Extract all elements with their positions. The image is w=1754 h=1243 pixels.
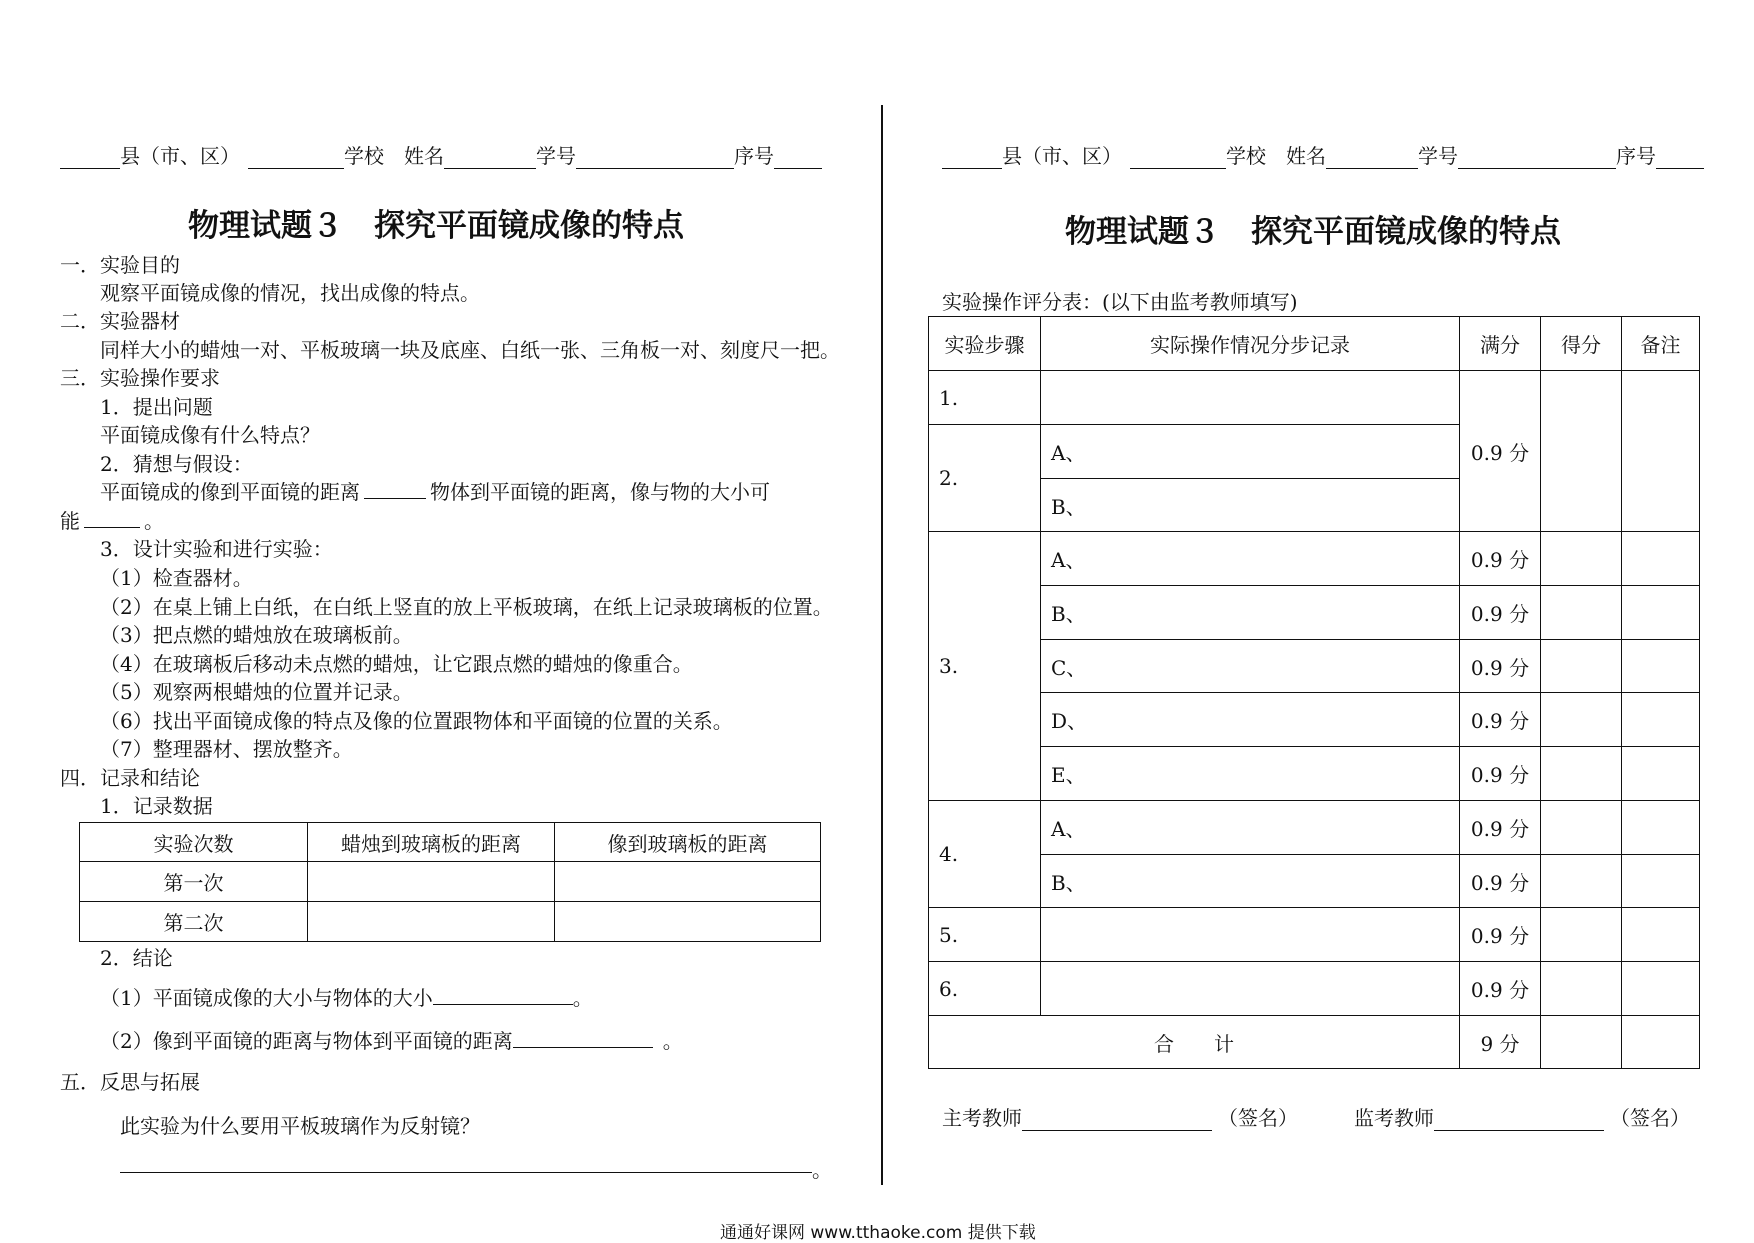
score-header-record: 实际操作情况分步记录 [1041, 317, 1460, 371]
conclusion-2-end: 。 [662, 1029, 683, 1053]
remark-cell[interactable] [1622, 962, 1700, 1016]
total-full-score: 9 分 [1460, 1016, 1541, 1069]
county-label: 县（市、区） [120, 144, 240, 168]
record-cell[interactable]: E、 [1041, 747, 1460, 801]
section-4-1-title: 1．记录数据 [100, 794, 213, 818]
record-cell[interactable]: C、 [1041, 640, 1460, 693]
section-3-3-title: 3．设计实验和进行实验： [100, 537, 333, 561]
score-cell[interactable] [1541, 747, 1622, 801]
school-label: 学校 [344, 144, 384, 168]
full-score-cell: 0.9 分 [1460, 962, 1541, 1016]
signature-row [942, 1102, 1690, 1131]
data-cell[interactable] [555, 862, 821, 902]
score-cell[interactable] [1541, 586, 1622, 640]
seq-no-blank[interactable] [774, 148, 822, 169]
data-row-label: 第二次 [80, 902, 308, 942]
step-3: （3）把点燃的蜡烛放在玻璃板前。 [100, 623, 413, 647]
seq-no-label: 序号 [734, 144, 774, 168]
step-label-3: 3. [929, 532, 1041, 801]
score-cell[interactable] [1541, 801, 1622, 855]
step-7: （7）整理器材、摆放整齐。 [100, 737, 353, 761]
reflection-end: 。 [812, 1158, 832, 1182]
county-label-right: 县（市、区） [1002, 144, 1122, 168]
chief-examiner-label: 主考教师 [942, 1106, 1022, 1130]
full-score-cell: 0.9 分 [1460, 371, 1541, 532]
invigilator-sign-label: （签名） [1610, 1106, 1690, 1130]
name-blank-right[interactable] [1326, 148, 1418, 169]
record-cell[interactable]: A、 [1041, 425, 1460, 479]
total-score-cell[interactable] [1541, 1016, 1622, 1069]
full-score-cell: 0.9 分 [1460, 747, 1541, 801]
full-score-cell: 0.9 分 [1460, 908, 1541, 962]
conclusion-1 [100, 984, 593, 1012]
section-3-1-text: 平面镜成像有什么特点？ [100, 423, 320, 447]
data-cell[interactable] [308, 862, 555, 902]
step-6: （6）找出平面镜成像的特点及像的位置跟物体和平面镜的位置的关系。 [100, 709, 733, 733]
remark-cell[interactable] [1622, 908, 1700, 962]
student-no-blank-right[interactable] [1458, 148, 1616, 169]
section-2-text: 同样大小的蜡烛一对、平板玻璃一块及底座、白纸一张、三角板一对、刻度尺一把。 [100, 338, 840, 362]
seq-no-label-right: 序号 [1616, 144, 1656, 168]
step-4: （4）在玻璃板后移动未点燃的蜡烛，让它跟点燃的蜡烛的像重合。 [100, 652, 693, 676]
chief-sign-label: （签名） [1218, 1106, 1298, 1130]
right-header [942, 140, 1704, 169]
score-cell[interactable] [1541, 371, 1622, 532]
invigilator-label: 监考教师 [1354, 1106, 1434, 1130]
hypothesis-text-a: 平面镜成的像到平面镜的距离 [100, 480, 360, 504]
data-header-trial: 实验次数 [80, 823, 308, 862]
conclusion-2 [100, 1027, 683, 1055]
step-label-6: 6. [929, 962, 1041, 1016]
remark-cell[interactable] [1622, 801, 1700, 855]
full-score-cell: 0.9 分 [1460, 586, 1541, 640]
name-label: 姓名 [404, 144, 444, 168]
score-cell[interactable] [1541, 962, 1622, 1016]
score-header-got: 得分 [1541, 317, 1622, 371]
school-label-right: 学校 [1226, 144, 1266, 168]
seq-no-blank-right[interactable] [1656, 148, 1704, 169]
total-remark-cell[interactable] [1622, 1016, 1700, 1069]
total-label: 合 计 [929, 1016, 1460, 1069]
reflection-answer-line[interactable] [120, 1172, 812, 1173]
remark-cell[interactable] [1622, 747, 1700, 801]
student-no-label-right: 学号 [1418, 144, 1458, 168]
full-score-cell: 0.9 分 [1460, 855, 1541, 908]
full-score-cell: 0.9 分 [1460, 801, 1541, 855]
record-data-table [79, 822, 821, 942]
remark-cell[interactable] [1622, 371, 1700, 532]
score-cell[interactable] [1541, 855, 1622, 908]
data-header-candle-distance: 蜡烛到玻璃板的距离 [308, 823, 555, 862]
data-row-label: 第一次 [80, 862, 308, 902]
hypothesis-text-d: 。 [144, 509, 164, 533]
section-3-2-title: 2．猜想与假设： [100, 452, 253, 476]
hypothesis-text-b: 物体到平面镜的距离，像与物的大小可 [430, 480, 770, 504]
record-cell[interactable]: B、 [1041, 479, 1460, 532]
footer-credit: 通通好课网 www.tthaoke.com 提供下载 [720, 1223, 1036, 1243]
record-cell[interactable]: A、 [1041, 532, 1460, 586]
school-blank[interactable] [248, 148, 344, 169]
section-5-title: 五．反思与拓展 [60, 1070, 200, 1094]
name-label-right: 姓名 [1286, 144, 1326, 168]
invigilator-signature[interactable] [1434, 1110, 1604, 1131]
school-blank-right[interactable] [1130, 148, 1226, 169]
record-cell[interactable]: A、 [1041, 801, 1460, 855]
chief-examiner-signature[interactable] [1022, 1110, 1212, 1131]
step-label-1: 1. [929, 371, 1041, 425]
section-4-2-title: 2．结论 [100, 946, 173, 970]
score-cell[interactable] [1541, 640, 1622, 693]
page-divider [881, 105, 883, 1185]
step-2: （2）在桌上铺上白纸，在白纸上竖直的放上平板玻璃，在纸上记录玻璃板的位置。 [100, 595, 833, 619]
conclusion-1-text: （1）平面镜成像的大小与物体的大小 [100, 986, 433, 1010]
section-1-title: 一．实验目的 [60, 253, 180, 277]
data-header-image-distance: 像到玻璃板的距离 [555, 823, 821, 862]
conclusion-1-end: 。 [572, 986, 593, 1010]
full-score-cell: 0.9 分 [1460, 532, 1541, 586]
score-cell[interactable] [1541, 693, 1622, 747]
hypothesis-blank-2[interactable] [84, 507, 140, 528]
full-score-cell: 0.9 分 [1460, 640, 1541, 693]
student-no-label: 学号 [536, 144, 576, 168]
section-4-title: 四．记录和结论 [60, 766, 200, 790]
remark-cell[interactable] [1622, 586, 1700, 640]
step-label-5: 5. [929, 908, 1041, 962]
section-2-title: 二．实验器材 [60, 309, 180, 333]
data-cell[interactable] [555, 902, 821, 942]
remark-cell[interactable] [1622, 532, 1700, 586]
step-1: （1）检查器材。 [100, 566, 253, 590]
right-page-title: 物理试题３ 探究平面镜成像的特点 [1065, 214, 1561, 250]
step-5: （5）观察两根蜡烛的位置并记录。 [100, 680, 413, 704]
conclusion-1-blank[interactable] [433, 984, 573, 1005]
remark-cell[interactable] [1622, 640, 1700, 693]
county-blank[interactable] [60, 148, 120, 169]
remark-cell[interactable] [1622, 855, 1700, 908]
hypothesis-text-c: 能 [60, 509, 80, 533]
section-5-question: 此实验为什么要用平板玻璃作为反射镜？ [120, 1114, 480, 1138]
score-cell[interactable] [1541, 908, 1622, 962]
section-3-1-title: 1．提出问题 [100, 395, 213, 419]
record-cell[interactable] [1041, 908, 1460, 962]
record-cell[interactable]: B、 [1041, 855, 1460, 908]
record-cell[interactable] [1041, 371, 1460, 425]
left-page-title: 物理试题３ 探究平面镜成像的特点 [188, 208, 684, 244]
score-table [928, 316, 1700, 1069]
county-blank-right[interactable] [942, 148, 1002, 169]
section-1-text: 观察平面镜成像的情况，找出成像的特点。 [100, 281, 480, 305]
conclusion-2-text: （2）像到平面镜的距离与物体到平面镜的距离 [100, 1029, 513, 1053]
step-label-4: 4. [929, 801, 1041, 908]
record-cell[interactable] [1041, 962, 1460, 1016]
hypothesis-line-1 [100, 478, 770, 506]
name-blank[interactable] [444, 148, 536, 169]
conclusion-2-blank[interactable] [513, 1027, 653, 1048]
step-label-2: 2. [929, 425, 1041, 532]
left-header [60, 140, 822, 169]
section-3-title: 三．实验操作要求 [60, 366, 220, 390]
hypothesis-line-2 [60, 507, 164, 535]
score-table-caption: 实验操作评分表：(以下由监考教师填写) [942, 290, 1298, 314]
score-header-full: 满分 [1460, 317, 1541, 371]
record-cell[interactable]: D、 [1041, 693, 1460, 747]
record-cell[interactable]: B、 [1041, 586, 1460, 640]
score-header-step: 实验步骤 [929, 317, 1041, 371]
hypothesis-blank-1[interactable] [364, 478, 426, 499]
score-cell[interactable] [1541, 532, 1622, 586]
full-score-cell: 0.9 分 [1460, 693, 1541, 747]
score-header-remark: 备注 [1622, 317, 1700, 371]
data-cell[interactable] [308, 902, 555, 942]
student-no-blank[interactable] [576, 148, 734, 169]
remark-cell[interactable] [1622, 693, 1700, 747]
